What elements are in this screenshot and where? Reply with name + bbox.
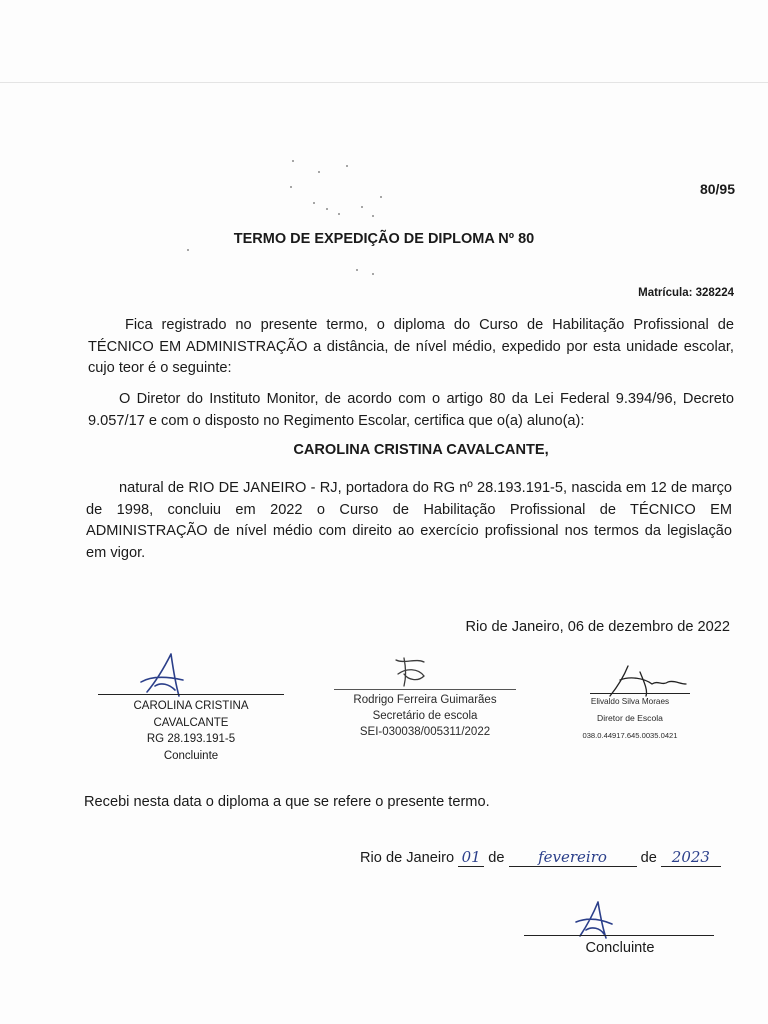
student-signature-block [98,698,284,764]
director-name: Elivaldo Silva Moraes [590,697,670,706]
secretary-signature-line [334,689,516,690]
certification-paragraph: O Diretor do Instituto Monitor, de acordo com o artigo 80 da Lei Federal 9.394/96, Decreto 9.057/17 e com o disposto no Regimento Escolar, certifica que o(a) aluno(a): [88,391,734,429]
receipt-date-prefix: Rio de Janeiro [360,850,455,866]
receipt-year-handwritten: 2023 [671,848,710,866]
director-role: Diretor de Escola [597,713,663,723]
secretary-signature-icon [390,654,430,688]
page-number: 80/95 [699,181,735,197]
registration-number: Matrícula: 328224 [638,287,734,299]
student-name: CAROLINA CRISTINA CAVALCANTE, [293,442,549,458]
secretary-id: SEI-030038/005311/2022 [359,726,491,738]
receipt-date-line [300,848,740,867]
registration-paragraph: Fica registrado no presente termo, o diploma do Curso de Habilitação Profissional de TÉCNICO EM ADMINISTRAÇÃO a distância, de nível médio, expedido por esta unidade escolar, cujo teor é o seguinte: [88,317,734,376]
receipt-de-2: de [640,850,657,866]
student-details-paragraph: natural de RIO DE JANEIRO - RJ, portadora do RG nº 28.193.191-5, nascida em 12 de março de 1998, concluiu em 2022 o Curso de Habilitação Profissional de TÉCNICO EM ADMINISTRAÇÃO de nível médio com direito ao exercício profissional nos termos da legislação em vigor. [86,480,732,561]
document-title: TERMO DE EXPEDIÇÃO DE DIPLOMA Nº 80 [233,231,535,247]
student-signature-icon [135,652,195,698]
director-signature-line [590,693,690,694]
receipt-signer-role: Concluinte [585,940,655,956]
secretary-name: Rodrigo Ferreira Guimarães [353,694,497,706]
student-signature-rg: RG 28.193.191-5 [146,733,236,745]
student-signature-name-line2: CAVALCANTE [153,716,229,729]
receipt-month-handwritten: fevereiro [538,848,607,866]
secretary-signature-block [320,692,530,740]
scan-edge-line [0,82,768,83]
receipt-student-signature-icon [572,900,620,940]
student-signature-role: Concluinte [163,749,219,762]
student-signature-name-line1: CAROLINA CRISTINA [133,700,249,712]
issue-date: Rio de Janeiro, 06 de dezembro de 2022 [465,619,730,635]
director-signature-block [570,696,690,742]
director-id: 038.0.44917.645.0035.0421 [582,731,678,740]
receipt-de-1: de [488,850,505,866]
receipt-signature-line [524,935,714,936]
director-signature-icon [600,662,690,700]
secretary-role: Secretário de escola [372,710,478,722]
student-signature-line [98,694,284,695]
receipt-statement: Recebi nesta data o diploma a que se refere o presente termo. [84,794,490,810]
receipt-day-handwritten: 01 [461,848,481,866]
